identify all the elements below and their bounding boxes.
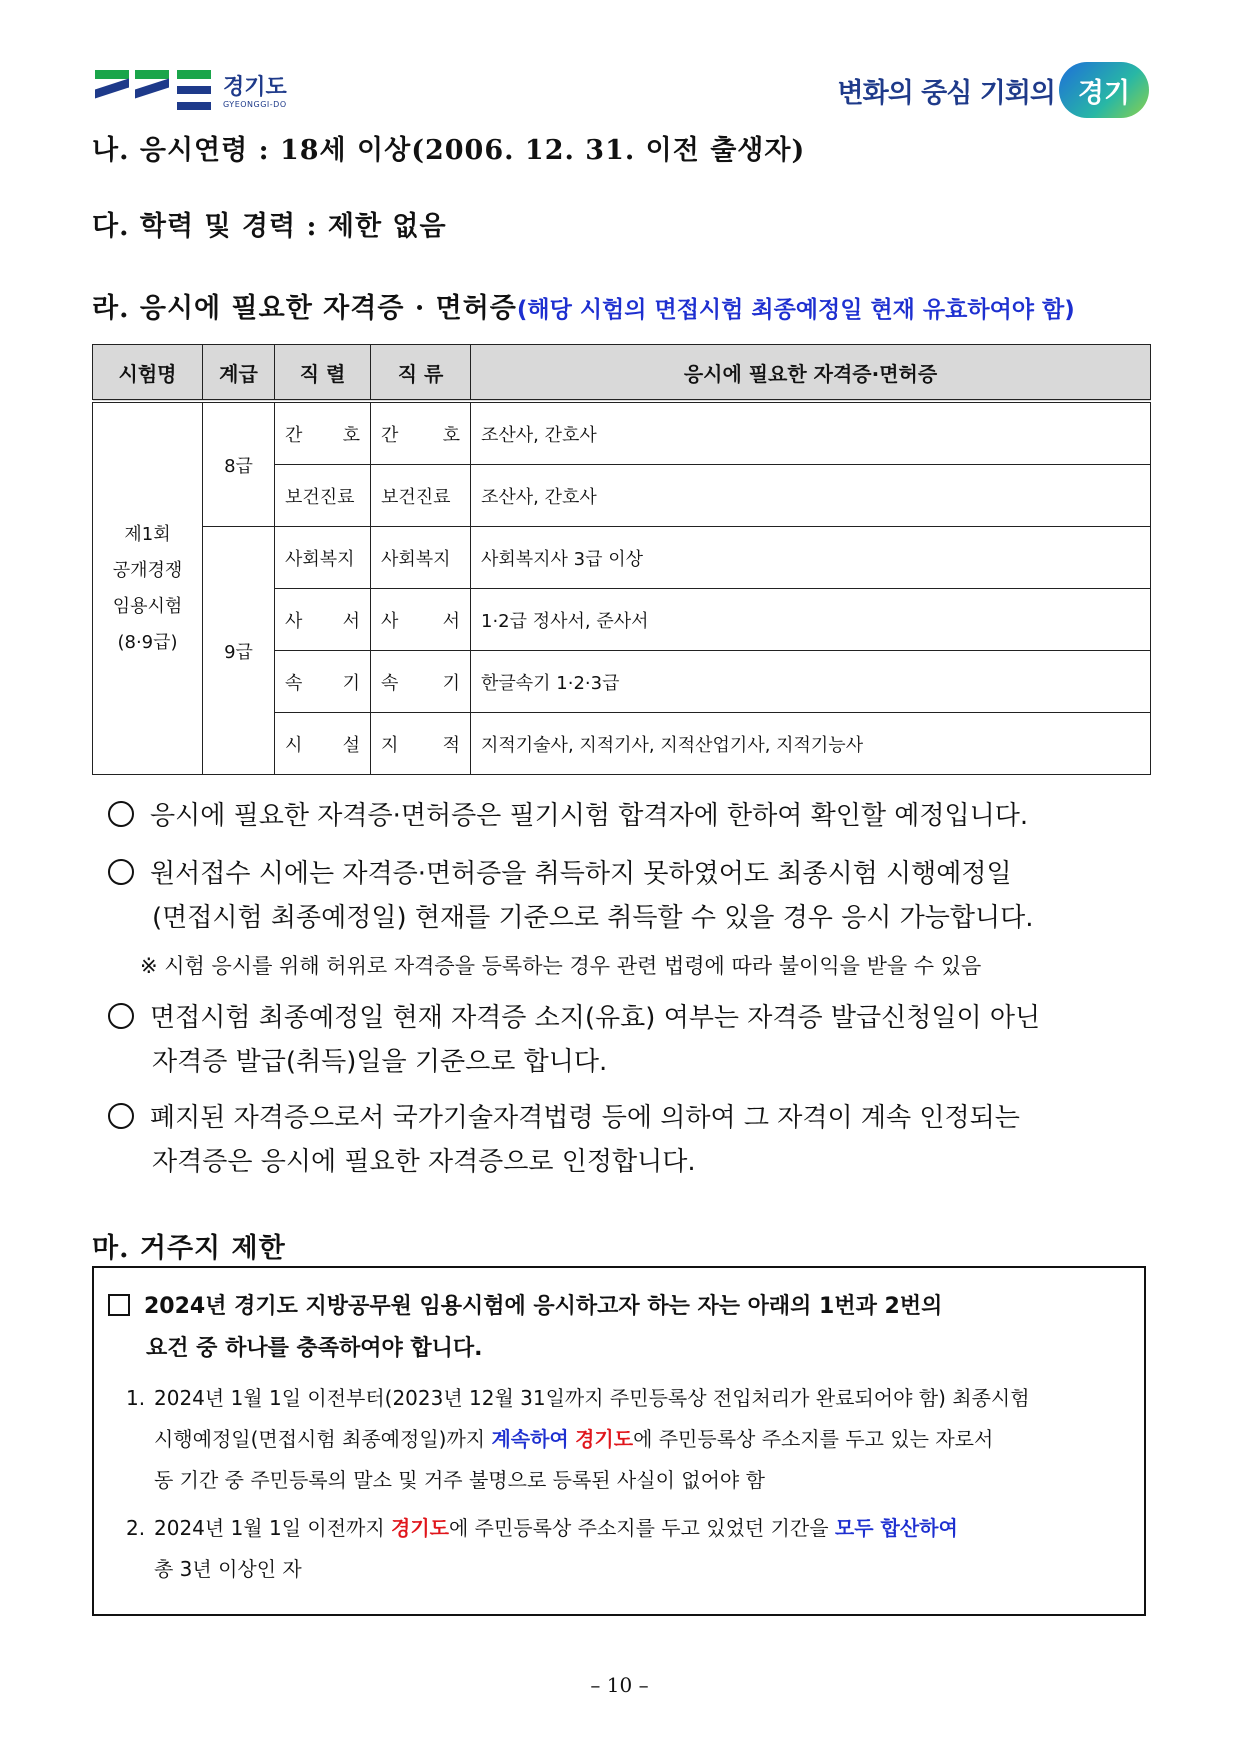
cert-cell: 지적기술사, 지적기사, 지적산업기사, 지적기능사 — [471, 713, 1151, 775]
series-char: 시 — [285, 734, 303, 756]
section-da-title: 다. 학력 및 경력 : 제한 없음 — [92, 211, 447, 242]
series-char: 기 — [342, 672, 360, 694]
bullet-text: 원서접수 시에는 자격증·면허증을 취득하지 못하였어도 최종시험 시행예정일 — [150, 859, 1012, 889]
slogan-badge: 경기 — [1059, 62, 1149, 118]
grade-9-cell: 9급 — [203, 527, 275, 775]
lead-text: 2024년 경기도 지방공무원 임용시험에 응시하고자 하는 자는 아래의 1번과 2번의 — [144, 1294, 943, 1319]
exam-name-line: 공개경쟁 — [112, 559, 183, 581]
series-char: 서 — [342, 610, 360, 632]
grade-8-cell: 8급 — [203, 401, 275, 527]
kind-char: 호 — [442, 424, 460, 446]
bullet-text: 자격증은 응시에 필요한 자격증으로 인정합니다. — [152, 1147, 696, 1177]
table-row — [93, 527, 1151, 589]
cert-cell: 조산사, 간호사 — [471, 401, 1151, 465]
kind-char: 속 — [381, 672, 399, 694]
logo-mark-icon — [95, 70, 213, 114]
series-cell: 보건진료 — [275, 465, 371, 527]
checkbox-square-icon — [108, 1294, 130, 1316]
bullet-text: 자격증 발급(취득)일을 기준으로 합니다. — [152, 1047, 608, 1077]
series-char: 호 — [342, 424, 360, 446]
kind-char: 지 — [381, 734, 399, 756]
section-na-title: 나. 응시연령 : 18세 이상(2006. 12. 31. 이전 출생자) — [92, 135, 806, 166]
residence-item-2 — [126, 1508, 1131, 1590]
bullet-text: (면접시험 최종예정일) 현재를 기준으로 취득할 수 있을 경우 응시 가능합니다. — [152, 903, 1034, 933]
series-char: 간 — [285, 424, 303, 446]
bullet-item — [108, 1096, 1158, 1184]
logo-name: 경기도 — [223, 74, 287, 100]
bullet-text: 응시에 필요한 자격증·면허증은 필기시험 합격자에 한하여 확인할 예정입니다. — [150, 801, 1029, 831]
cert-cell: 1·2급 정사서, 준사서 — [471, 589, 1151, 651]
kind-cell — [371, 713, 471, 775]
exam-name-line: 임용시험 — [112, 595, 183, 617]
item-text: 동 기간 중 주민등록의 말소 및 거주 불명으로 등록된 사실이 없어야 함 — [154, 1468, 765, 1492]
item-text: 시행예정일(면접시험 최종예정일)까지 — [154, 1427, 492, 1451]
bullet-item — [108, 852, 1158, 940]
kind-char: 적 — [442, 734, 460, 756]
highlight-blue: 계속하여 — [491, 1427, 569, 1451]
item-text: 에 주민등록상 주소지를 두고 있었던 기간을 — [449, 1516, 835, 1540]
highlight-blue: 모두 합산하여 — [834, 1516, 958, 1540]
item-text: 에 주민등록상 주소지를 두고 있는 자로서 — [633, 1427, 994, 1451]
warning-note: ※ 시험 응시를 위해 허위로 자격증을 등록하는 경우 관련 법령에 따라 불이익을 받을 수 있음 — [140, 954, 982, 978]
slogan-text: 변화의 중심 기회의 — [837, 77, 1055, 109]
certificate-table — [92, 344, 1151, 775]
section-ra — [92, 286, 1075, 325]
series-cell: 사회복지 — [275, 527, 371, 589]
series-cell — [275, 651, 371, 713]
gyeonggi-logo — [95, 70, 287, 114]
item-text: 2024년 1월 1일 이전까지 — [154, 1516, 392, 1540]
series-cell — [275, 713, 371, 775]
exam-name-line: (8·9급) — [117, 631, 178, 653]
header-kind: 직 류 — [371, 345, 471, 402]
item-number: 2. — [126, 1516, 146, 1540]
kind-cell — [371, 651, 471, 713]
item-text: 2024년 1월 1일 이전부터(2023년 12월 31일까지 주민등록상 전입처리가 완료되어야 함) 최종시험 — [154, 1386, 1030, 1410]
kind-char: 사 — [381, 610, 399, 632]
header-exam: 시험명 — [93, 345, 203, 402]
item-text: 총 3년 이상인 자 — [154, 1557, 302, 1581]
lead-text: 요건 중 하나를 충족하여야 합니다. — [146, 1336, 483, 1361]
kind-char: 서 — [442, 610, 460, 632]
series-cell — [275, 401, 371, 465]
exam-name-line: 제1회 — [124, 523, 171, 545]
header-grade: 계급 — [203, 345, 275, 402]
bullet-text: 면접시험 최종예정일 현재 자격증 소지(유효) 여부는 자격증 발급신청일이 아닌 — [150, 1003, 1041, 1033]
series-char: 설 — [342, 734, 360, 756]
section-ra-note: (해당 시험의 면접시험 최종예정일 현재 유효하여야 함) — [516, 297, 1075, 323]
cert-cell: 한글속기 1·2·3급 — [471, 651, 1151, 713]
logo-sub: GYEONGGI-DO — [223, 99, 287, 109]
exam-name-cell — [93, 401, 203, 775]
item-number: 1. — [126, 1386, 146, 1410]
header-series: 직 렬 — [275, 345, 371, 402]
bullet-item — [108, 996, 1158, 1084]
series-char: 속 — [285, 672, 303, 694]
circle-bullet-icon — [108, 1003, 134, 1029]
bullet-item — [108, 794, 1158, 838]
residence-lead — [108, 1286, 1128, 1370]
highlight-red: 경기도 — [391, 1516, 449, 1540]
section-ra-title: 라. 응시에 필요한 자격증 · 면허증 — [92, 293, 517, 324]
header-cert: 응시에 필요한 자격증·면허증 — [471, 345, 1151, 402]
kind-char: 간 — [381, 424, 399, 446]
table-header-row — [93, 345, 1151, 402]
kind-cell — [371, 589, 471, 651]
kind-cell — [371, 401, 471, 465]
slogan-logo — [838, 62, 1149, 118]
residence-item-1 — [126, 1378, 1131, 1501]
residence-box — [92, 1266, 1146, 1616]
circle-bullet-icon — [108, 801, 134, 827]
cert-cell: 사회복지사 3급 이상 — [471, 527, 1151, 589]
circle-bullet-icon — [108, 859, 134, 885]
section-ma-title: 마. 거주지 제한 — [92, 1233, 286, 1264]
kind-cell: 사회복지 — [371, 527, 471, 589]
table-row — [93, 401, 1151, 465]
series-cell — [275, 589, 371, 651]
kind-cell: 보건진료 — [371, 465, 471, 527]
kind-char: 기 — [442, 672, 460, 694]
highlight-red: 경기도 — [575, 1427, 634, 1451]
series-char: 사 — [285, 610, 303, 632]
bullet-text: 폐지된 자격증으로서 국가기술자격법령 등에 의하여 그 자격이 계속 인정되는 — [150, 1103, 1020, 1133]
cert-cell: 조산사, 간호사 — [471, 465, 1151, 527]
circle-bullet-icon — [108, 1103, 134, 1129]
page-number: – 10 – — [590, 1673, 649, 1697]
